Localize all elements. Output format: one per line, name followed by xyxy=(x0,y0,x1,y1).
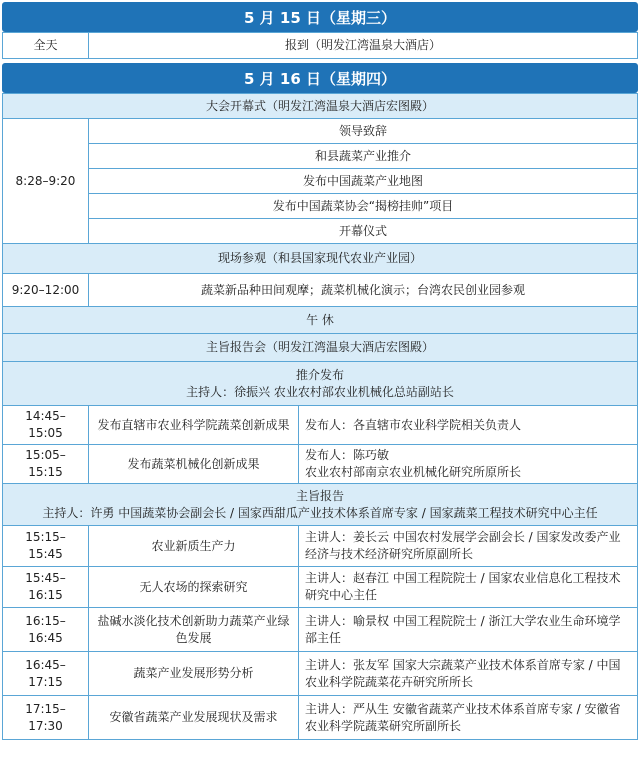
opening-item: 开幕仪式 xyxy=(89,219,638,244)
speaker-cell: 主讲人：张友军 国家大宗蔬菜产业技术体系首席专家 / 中国农业科学院蔬菜花卉研究所所长 xyxy=(299,652,638,696)
topic-cell: 农业新质生产力 xyxy=(89,526,299,567)
opening-item: 发布中国蔬菜产业地图 xyxy=(89,169,638,194)
day2-table xyxy=(2,93,638,740)
topic-cell: 蔬菜产业发展形势分析 xyxy=(89,652,299,696)
event-cell: 报到（明发江湾温泉大酒店） xyxy=(89,33,638,59)
speaker-cell: 主讲人：赵春江 中国工程院院士 / 国家农业信息化工程技术研究中心主任 xyxy=(299,567,638,608)
report-section-header xyxy=(3,484,638,526)
speaker-cell: 发布人：各直辖市农业科学院相关负责人 xyxy=(299,406,638,445)
day1-banner: 5 月 15 日（星期三） xyxy=(2,2,638,32)
time-cell: 15:45–16:15 xyxy=(3,567,89,608)
speaker-cell: 主讲人：姜长云 中国农村发展学会副会长 / 国家发改委产业经济与技术经济研究所原副所长 xyxy=(299,526,638,567)
opening-time: 8:28–9:20 xyxy=(3,119,89,244)
time-cell: 16:15–16:45 xyxy=(3,608,89,652)
time-cell: 17:15–17:30 xyxy=(3,696,89,740)
visit-header: 现场参观（和县国家现代农业产业园） xyxy=(3,244,638,274)
keynote-header: 主旨报告会（明发江湾温泉大酒店宏图殿） xyxy=(3,334,638,362)
time-cell: 15:15–15:45 xyxy=(3,526,89,567)
topic-cell: 发布直辖市农业科学院蔬菜创新成果 xyxy=(89,406,299,445)
topic-cell: 安徽省蔬菜产业发展现状及需求 xyxy=(89,696,299,740)
time-cell: 14:45–15:05 xyxy=(3,406,89,445)
opening-item: 和县蔬菜产业推介 xyxy=(89,144,638,169)
time-cell: 15:05–15:15 xyxy=(3,445,89,484)
day1-table xyxy=(2,32,638,59)
agenda xyxy=(2,2,638,740)
opening-header: 大会开幕式（明发江湾温泉大酒店宏图殿） xyxy=(3,94,638,119)
visit-time: 9:20–12:00 xyxy=(3,274,89,307)
topic-cell: 发布蔬菜机械化创新成果 xyxy=(89,445,299,484)
day1-row xyxy=(3,33,638,59)
report-host: 主持人：许勇 中国蔬菜协会副会长 / 国家西甜瓜产业技术体系首席专家 / 国家蔬菜工程技术研究中心主任 xyxy=(42,505,598,520)
release-host: 主持人：徐振兴 农业农村部农业机械化总站副站长 xyxy=(186,384,454,399)
report-title: 主旨报告 xyxy=(295,488,344,503)
release-title: 推介发布 xyxy=(295,367,344,382)
opening-item: 发布中国蔬菜协会“揭榜挂帅”项目 xyxy=(89,194,638,219)
topic-cell: 盐碱水淡化技术创新助力蔬菜产业绿色发展 xyxy=(89,608,299,652)
day2-banner: 5 月 16 日（星期四） xyxy=(2,63,638,93)
opening-item: 领导致辞 xyxy=(89,119,638,144)
speaker-cell: 主讲人：严从生 安徽省蔬菜产业技术体系首席专家 / 安徽省农业科学院蔬菜研究所副所长 xyxy=(299,696,638,740)
visit-item: 蔬菜新品种田间观摩；蔬菜机械化演示；台湾农民创业园参观 xyxy=(89,274,638,307)
lunch-break: 午 休 xyxy=(3,307,638,334)
release-section-header xyxy=(3,362,638,406)
topic-cell: 无人农场的探索研究 xyxy=(89,567,299,608)
time-cell: 全天 xyxy=(3,33,89,59)
time-cell: 16:45–17:15 xyxy=(3,652,89,696)
speaker-cell: 发布人：陈巧敏 农业农村部南京农业机械化研究所原所长 xyxy=(299,445,638,484)
speaker-cell: 主讲人：喻景权 中国工程院院士 / 浙江大学农业生命环境学部主任 xyxy=(299,608,638,652)
